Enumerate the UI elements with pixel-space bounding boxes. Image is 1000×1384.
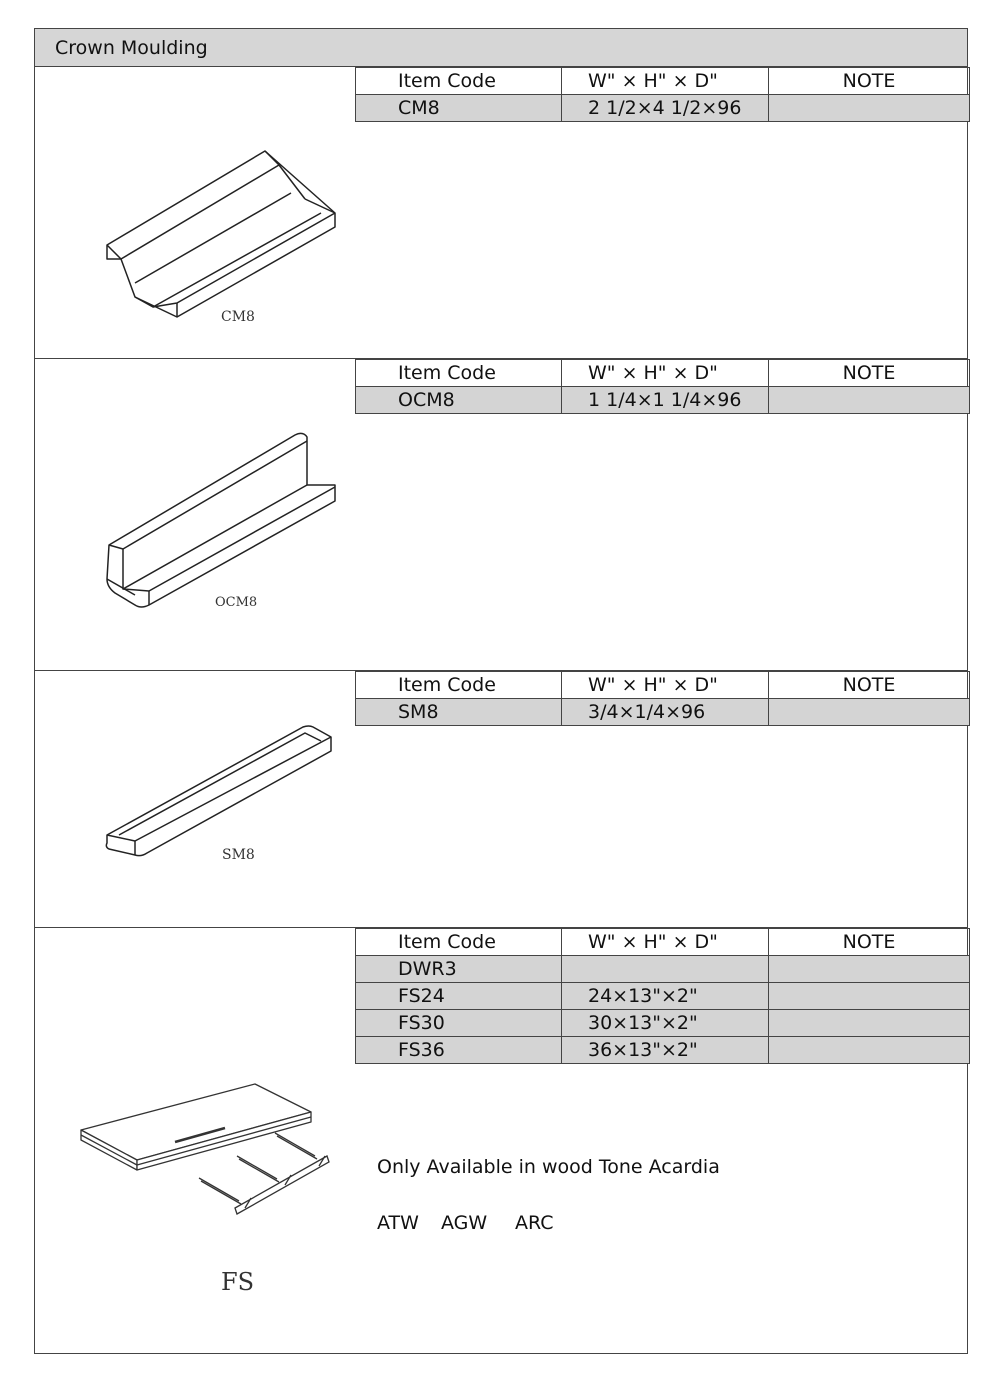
item-note — [769, 983, 970, 1010]
spec-table-ocm8 — [355, 359, 970, 414]
table-row — [356, 983, 970, 1010]
ocm8-drawing — [95, 423, 345, 613]
sm8-drawing — [95, 719, 345, 869]
col-header-dims: W" × H" × D" — [562, 68, 769, 95]
item-code: FS36 — [356, 1037, 562, 1064]
col-header-note: NOTE — [769, 68, 970, 95]
item-code: DWR3 — [356, 956, 562, 983]
product-section-fs — [35, 928, 967, 1355]
table-row — [356, 387, 970, 414]
item-code: CM8 — [356, 95, 562, 122]
item-dims: 2 1/2×4 1/2×96 — [562, 95, 769, 122]
item-code: FS24 — [356, 983, 562, 1010]
product-section-cm8 — [35, 67, 967, 359]
tone-code: ATW — [377, 1212, 419, 1234]
col-header-note: NOTE — [769, 929, 970, 956]
item-note — [769, 95, 970, 122]
col-header-dims: W" × H" × D" — [562, 929, 769, 956]
item-dims: 30×13"×2" — [562, 1010, 769, 1037]
drawing-label: FS — [221, 1268, 255, 1296]
table-row — [356, 699, 970, 726]
spec-table-cm8 — [355, 67, 970, 122]
tone-code: AGW — [441, 1212, 488, 1234]
product-section-sm8 — [35, 671, 967, 928]
table-row — [356, 1010, 970, 1037]
spec-table-fs — [355, 928, 970, 1064]
item-note — [769, 699, 970, 726]
item-code: OCM8 — [356, 387, 562, 414]
product-section-ocm8 — [35, 359, 967, 671]
section-header — [35, 29, 967, 67]
item-code: FS30 — [356, 1010, 562, 1037]
item-note — [769, 387, 970, 414]
drawing-label: SM8 — [222, 847, 255, 863]
drawing-label: OCM8 — [215, 595, 258, 610]
item-code: SM8 — [356, 699, 562, 726]
item-dims — [562, 956, 769, 983]
table-row — [356, 95, 970, 122]
col-header-dims: W" × H" × D" — [562, 672, 769, 699]
col-header-item-code: Item Code — [356, 672, 562, 699]
item-dims: 24×13"×2" — [562, 983, 769, 1010]
item-dims: 1 1/4×1 1/4×96 — [562, 387, 769, 414]
fs-drawing — [75, 1078, 345, 1248]
col-header-note: NOTE — [769, 360, 970, 387]
page-title: Crown Moulding — [55, 37, 208, 59]
cm8-drawing — [95, 147, 345, 327]
table-row — [356, 1037, 970, 1064]
item-note — [769, 1010, 970, 1037]
availability-note: Only Available in wood Tone Acardia — [377, 1156, 720, 1178]
item-dims: 36×13"×2" — [562, 1037, 769, 1064]
table-row — [356, 956, 970, 983]
drawing-label: CM8 — [221, 309, 255, 325]
spec-table-sm8 — [355, 671, 970, 726]
tone-code: ARC — [515, 1212, 554, 1234]
item-note — [769, 956, 970, 983]
page-frame — [34, 28, 968, 1354]
col-header-item-code: Item Code — [356, 929, 562, 956]
col-header-item-code: Item Code — [356, 360, 562, 387]
col-header-item-code: Item Code — [356, 68, 562, 95]
col-header-dims: W" × H" × D" — [562, 360, 769, 387]
col-header-note: NOTE — [769, 672, 970, 699]
item-dims: 3/4×1/4×96 — [562, 699, 769, 726]
item-note — [769, 1037, 970, 1064]
